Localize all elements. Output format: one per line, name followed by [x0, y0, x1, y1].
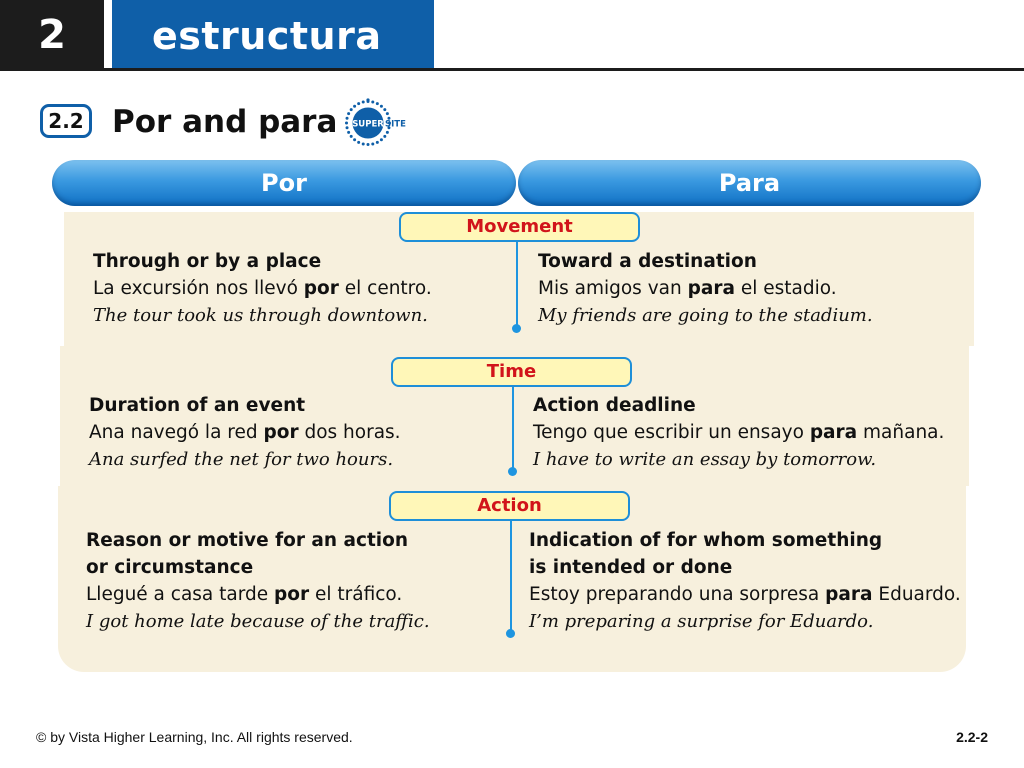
por-heading: Duration of an event [89, 395, 306, 416]
para-example: Tengo que escribir un ensayo para mañana. [533, 422, 945, 443]
connector-line [512, 385, 514, 471]
chapter-title: estructura [112, 0, 434, 70]
svg-text:SUPER: SUPER [352, 119, 384, 130]
category-tag-action: Action [389, 491, 630, 521]
por-entry-action [86, 527, 430, 635]
category-tag-movement: Movement [399, 212, 640, 242]
para-translation: My friends are going to the stadium. [538, 305, 873, 326]
section-title: Por and para [112, 104, 338, 140]
para-example: Mis amigos van para el estadio. [538, 278, 837, 299]
para-entry-movement [538, 248, 873, 329]
category-tag-time: Time [391, 357, 632, 387]
para-heading-cont: is intended or done [529, 557, 733, 578]
slide-number: 2.2-2 [956, 729, 988, 745]
connector-dot [508, 467, 517, 476]
section-number-badge: 2.2 [40, 104, 92, 138]
por-heading-cont: or circumstance [86, 557, 254, 578]
para-translation: I’m preparing a surprise for Eduardo. [529, 611, 874, 632]
para-entry-time [533, 392, 944, 473]
connector-dot [512, 324, 521, 333]
copyright-notice: © by Vista Higher Learning, Inc. All rights reserved. [36, 729, 353, 745]
svg-text:SITE: SITE [385, 119, 406, 130]
chapter-header [0, 0, 1024, 72]
por-example: La excursión nos llevó por el centro. [93, 278, 432, 299]
por-translation: Ana surfed the net for two hours. [89, 449, 394, 470]
column-header-por: Por [52, 160, 516, 206]
connector-line [516, 240, 518, 328]
por-entry-time [89, 392, 401, 473]
connector-dot [506, 629, 515, 638]
para-heading: Action deadline [533, 395, 696, 416]
por-example: Llegué a casa tarde por el tráfico. [86, 584, 403, 605]
column-header-para: Para [518, 160, 981, 206]
por-entry-movement [93, 248, 432, 329]
para-heading: Toward a destination [538, 251, 757, 272]
por-example: Ana navegó la red por dos horas. [89, 422, 401, 443]
para-heading: Indication of for whom something [529, 530, 883, 551]
por-heading: Through or by a place [93, 251, 322, 272]
para-translation: I have to write an essay by tomorrow. [533, 449, 877, 470]
por-translation: I got home late because of the traffic. [86, 611, 430, 632]
supersite-logo-icon[interactable] [343, 98, 417, 148]
header-divider [0, 68, 1024, 71]
por-translation: The tour took us through downtown. [93, 305, 428, 326]
para-entry-action [529, 527, 961, 635]
chapter-number: 2 [0, 0, 104, 70]
para-example: Estoy preparando una sorpresa para Eduardo. [529, 584, 961, 605]
connector-line [510, 520, 512, 632]
por-heading: Reason or motive for an action [86, 530, 409, 551]
